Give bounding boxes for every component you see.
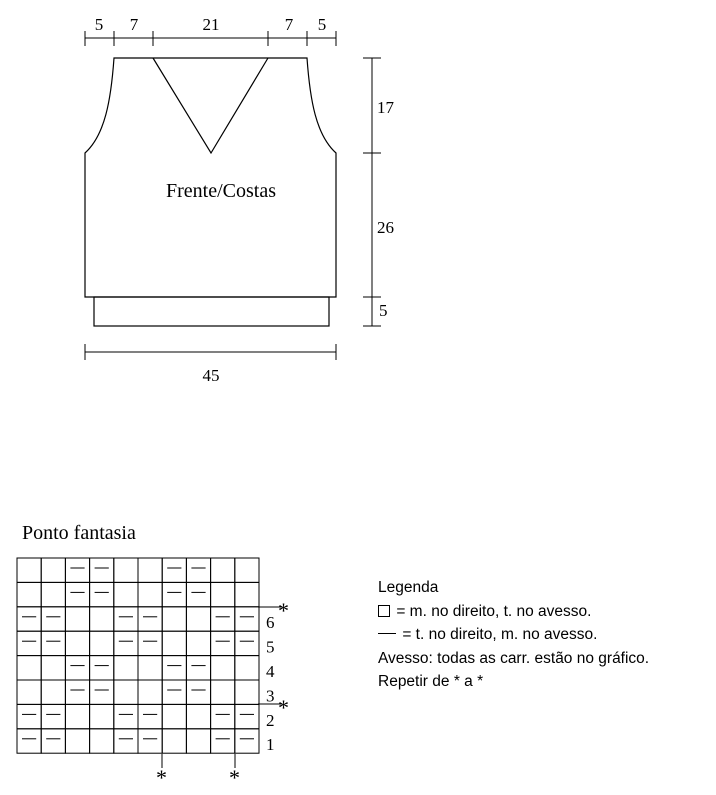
chart-cell: [235, 582, 259, 606]
square-symbol-icon: [378, 605, 390, 617]
chart-cell: [114, 656, 138, 680]
chart-cell: [211, 607, 235, 631]
stitch-chart-row-numbers: [266, 613, 275, 754]
chart-cell: [41, 558, 65, 582]
chart-cell: [235, 558, 259, 582]
chart-cell: [114, 607, 138, 631]
chart-cell: [138, 631, 162, 655]
chart-cell: [186, 704, 210, 728]
chart-title: Ponto fantasia: [22, 522, 136, 544]
chart-row-number: 1: [266, 735, 275, 755]
chart-cell: [235, 656, 259, 680]
chart-row-number: 2: [266, 710, 275, 730]
width-label-right-neck: 7: [284, 15, 294, 34]
chart-cell: [162, 582, 186, 606]
chart-cell: [162, 680, 186, 704]
legend-dash-text: = t. no direito, m. no avesso.: [402, 626, 598, 644]
chart-cell: [186, 558, 210, 582]
chart-cell: [65, 656, 89, 680]
repeat-marker-bottom-right: *: [229, 765, 240, 790]
chart-cell: [138, 558, 162, 582]
chart-cell: [138, 656, 162, 680]
chart-row-number: 5: [266, 637, 275, 657]
chart-cell: [41, 631, 65, 655]
stitch-chart-grid: [17, 558, 259, 753]
chart-cell: [114, 582, 138, 606]
chart-cell: [162, 729, 186, 753]
chart-cell: [162, 607, 186, 631]
legend-square-text: = m. no direito, t. no avesso.: [396, 602, 592, 620]
legend-dash-row: [378, 623, 712, 647]
chart-cell: [41, 656, 65, 680]
chart-row-number: 3: [266, 686, 275, 706]
chart-cell: [90, 582, 114, 606]
chart-cell: [17, 558, 41, 582]
chart-cell: [211, 704, 235, 728]
chart-cell: [90, 607, 114, 631]
legend-note-repeat: Repetir de * a *: [378, 673, 484, 691]
chart-cell: [162, 656, 186, 680]
repeat-marker-top: *: [278, 598, 289, 623]
repeat-marker-mid: *: [278, 695, 289, 720]
chart-cell: [17, 582, 41, 606]
chart-cell: [41, 729, 65, 753]
chart-cell: [114, 558, 138, 582]
v-neck: [153, 58, 268, 153]
chart-cell: [186, 607, 210, 631]
height-label-ribbing: 5: [379, 301, 388, 320]
chart-cell: [186, 729, 210, 753]
legend-note-wrong-side: Avesso: todas as carr. estão no gráfico.: [378, 649, 650, 667]
chart-cell: [41, 607, 65, 631]
chart-cell: [41, 680, 65, 704]
chart-cell: [186, 656, 210, 680]
chart-cell: [235, 704, 259, 728]
chart-cell: [162, 631, 186, 655]
height-label-body: 26: [377, 218, 394, 237]
chart-cell: [41, 704, 65, 728]
width-label-left-shoulder: 5: [94, 15, 104, 34]
legend: [378, 576, 712, 694]
chart-cell: [211, 729, 235, 753]
chart-cell: [162, 704, 186, 728]
chart-cell: [138, 729, 162, 753]
chart-cell: [235, 631, 259, 655]
chart-cell: [114, 704, 138, 728]
chart-cell: [211, 680, 235, 704]
chart-cell: [17, 631, 41, 655]
chart-cell: [138, 582, 162, 606]
chart-cell: [186, 631, 210, 655]
width-label-right-shoulder: 5: [317, 15, 327, 34]
height-labels: [377, 98, 395, 320]
chart-cell: [114, 680, 138, 704]
chart-row-number: 6: [266, 613, 275, 633]
chart-cell: [114, 729, 138, 753]
chart-cell: [65, 607, 89, 631]
ribbing-band: [94, 297, 329, 326]
chart-cell: [65, 631, 89, 655]
chart-cell: [90, 680, 114, 704]
chart-cell: [41, 582, 65, 606]
chart-cell: [235, 729, 259, 753]
dash-symbol-icon: [378, 633, 396, 634]
chart-cell: [211, 631, 235, 655]
chart-cell: [65, 558, 89, 582]
chart-cell: [17, 656, 41, 680]
chart-cell: [17, 729, 41, 753]
legend-square-row: [378, 600, 712, 624]
width-label-neck: 21: [202, 15, 220, 34]
chart-cell: [17, 607, 41, 631]
chart-cell: [138, 607, 162, 631]
chart-cell: [90, 729, 114, 753]
chart-cell: [17, 704, 41, 728]
chart-cell: [90, 704, 114, 728]
chart-cell: [235, 680, 259, 704]
chart-cell: [211, 558, 235, 582]
chart-cell: [65, 704, 89, 728]
top-width-labels: [95, 15, 327, 34]
chart-cell: [65, 729, 89, 753]
chart-cell: [211, 656, 235, 680]
chart-row-number: 4: [266, 662, 275, 681]
bottom-width-dimension: [85, 344, 336, 360]
chart-cell: [114, 631, 138, 655]
chart-cell: [162, 558, 186, 582]
chart-cell: [235, 607, 259, 631]
chart-cell: [90, 631, 114, 655]
height-label-armhole: 17: [377, 98, 394, 117]
chart-cell: [65, 582, 89, 606]
width-label-left-neck: 7: [129, 15, 139, 34]
chart-cell: [211, 582, 235, 606]
chart-cell: [17, 680, 41, 704]
chart-cell: [90, 558, 114, 582]
chart-cell: [90, 656, 114, 680]
chart-cell: [138, 680, 162, 704]
legend-title: Legenda: [378, 579, 439, 596]
garment-outline: [85, 58, 336, 297]
chart-cell: [186, 582, 210, 606]
chart-cell: [65, 680, 89, 704]
total-width-label: 45: [202, 366, 220, 385]
chart-cell: [138, 704, 162, 728]
piece-label: Frente/Costas: [166, 180, 276, 202]
repeat-marker-bottom-left: *: [156, 765, 167, 790]
chart-cell: [186, 680, 210, 704]
